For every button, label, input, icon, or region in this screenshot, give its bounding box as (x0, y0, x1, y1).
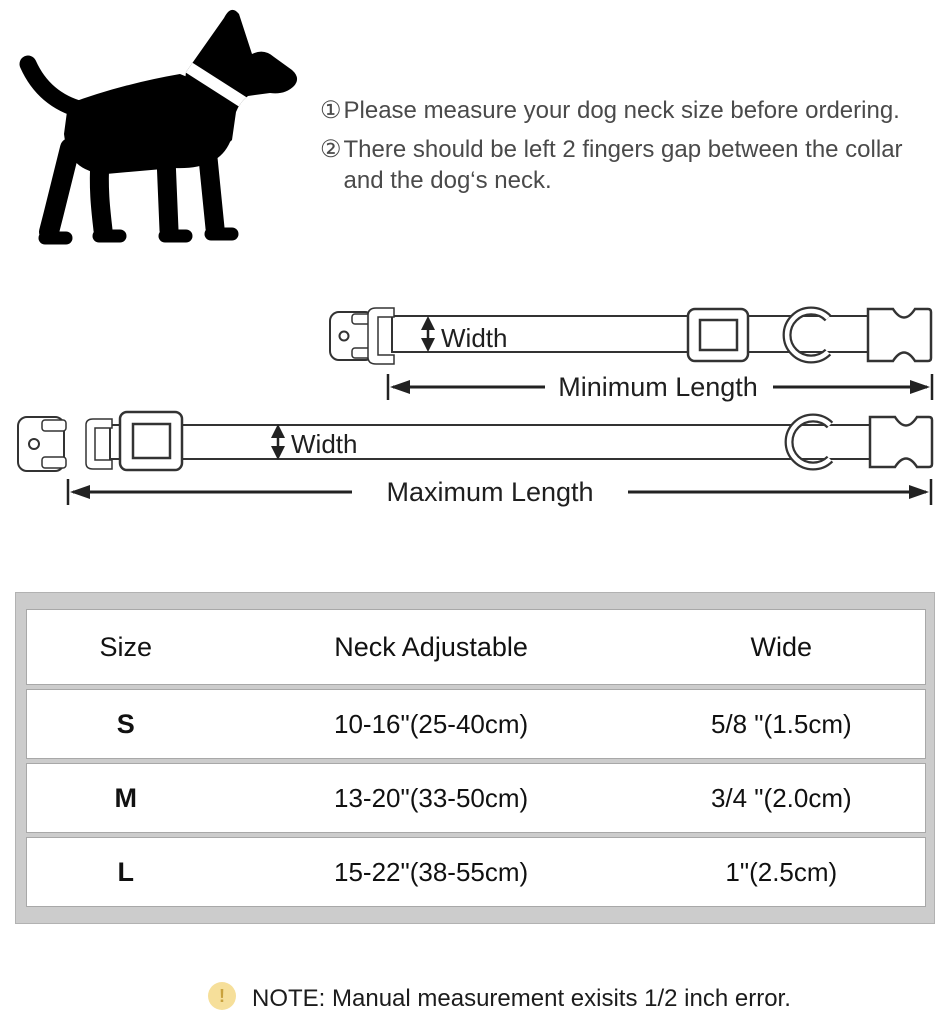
size-value: L (117, 856, 135, 887)
column-header-size: Size (99, 631, 153, 662)
table-header-row (26, 609, 926, 685)
width-label: Width (441, 323, 508, 353)
instruction-text-1: Please measure your dog neck size before ordering. (343, 97, 900, 124)
collar-minimum-length-diagram (315, 293, 947, 405)
collar-buckle-shape (330, 308, 394, 364)
table-row (26, 689, 926, 759)
neck-adjustable-value: 13-20"(33-50cm) (333, 782, 529, 813)
column-header-wide: Wide (750, 631, 813, 662)
instruction-bullet-2: ② (320, 136, 342, 163)
instruction-text-2: There should be left 2 fingers gap between the collar and the dog‘s neck. (343, 136, 903, 194)
wide-value: 3/4 "(2.0cm) (710, 782, 852, 813)
dog-silhouette-icon (2, 0, 322, 262)
size-value: M (114, 782, 138, 813)
collar-slider-shape (688, 309, 748, 361)
collar-strap-shape (110, 425, 874, 459)
instruction-item (320, 134, 942, 196)
collar-maximum-length-diagram (5, 403, 945, 515)
note-text: NOTE: Manual measurement exisits 1/2 inch error. (252, 985, 791, 1012)
collar-slider-shape (120, 412, 182, 470)
maximum-length-label: Maximum Length (386, 477, 594, 507)
neck-adjustable-value: 15-22"(38-55cm) (333, 856, 529, 887)
measuring-instructions (320, 95, 942, 204)
table-row (26, 837, 926, 907)
instruction-bullet-1: ① (320, 97, 342, 124)
size-value: S (116, 708, 135, 739)
collar-clip-shape (870, 417, 932, 467)
instruction-item (320, 95, 942, 126)
wide-value: 5/8 "(1.5cm) (710, 708, 852, 739)
collar-clip-shape (868, 309, 931, 361)
minimum-length-label: Minimum Length (558, 372, 758, 402)
table-row (26, 763, 926, 833)
exclamation-icon: ! (208, 982, 236, 1010)
collar-buckle-shape (18, 417, 112, 471)
column-header-neck-adjustable: Neck Adjustable (334, 631, 528, 662)
wide-value: 1"(2.5cm) (725, 856, 838, 887)
neck-adjustable-value: 10-16"(25-40cm) (333, 708, 529, 739)
size-chart-table (15, 592, 935, 924)
width-label: Width (291, 429, 358, 459)
